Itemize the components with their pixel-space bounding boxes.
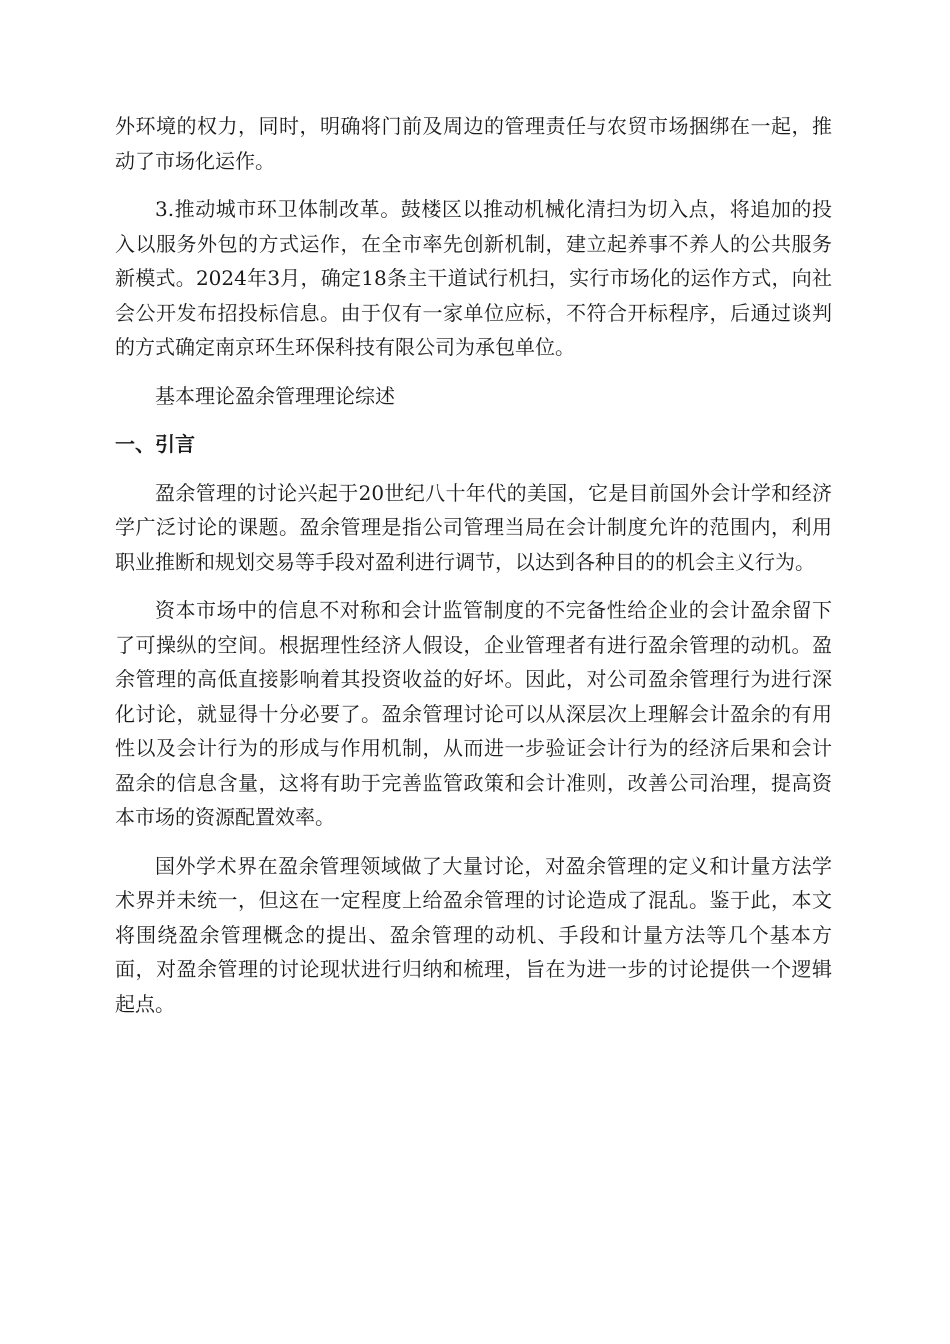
paragraph-continuation: 外环境的权力，同时，明确将门前及周边的管理责任与农贸市场捆绑在一起，推动了市场化运作。 [115,114,832,173]
paragraph-foreign-research: 国外学术界在盈余管理领域做了大量讨论，对盈余管理的定义和计量方法学术界并未统一，但这在一定程度上给盈余管理的讨论造成了混乱。鉴于此，本文将围绕盈余管理概念的提出、盈余管理的动机、手段和计量方法等几个基本方面，对盈余管理的讨论现状进行归纳和梳理，旨在为进一步的讨论提供一个逻辑起点。 [115,853,832,1016]
section-heading-introduction: 一、引言 [115,432,195,456]
paragraph-capital-market-information: 资本市场中的信息不对称和会计监管制度的不完备性给企业的会计盈余留下了可操纵的空间。根据理性经济人假设，企业管理者有进行盈余管理的动机。盈余管理的高低直接影响着其投资收益的好坏。因此，对公司盈余管理行为进行深化讨论，就显得十分必要了。盈余管理讨论可以从深层次上理解会计盈余的有用性以及会计行为的形成与作用机制，从而进一步验证会计行为的经济后果和会计盈余的信息含量，这将有助于完善监管政策和会计准则，改善公司治理，提高资本市场的资源配置效率。 [115,598,832,829]
paragraph-earnings-management-definition: 盈余管理的讨论兴起于20世纪八十年代的美国，它是目前国外会计学和经济学广泛讨论的课题。盈余管理是指公司管理当局在会计制度允许的范围内，利用职业推断和规划交易等手段对盈利进行调节，以达到各种目的的机会主义行为。 [115,480,832,574]
paragraph-sanitation-reform: 3.推动城市环卫体制改革。鼓楼区以推动机械化清扫为切入点，将追加的投入以服务外包的方式运作，在全市率先创新机制，建立起养事不养人的公共服务新模式。2024年3月，确定18条主干道试行机扫，实行市场化的运作方式，向社会公开发布招投标信息。由于仅有一家单位应标，不符合开标程序，后通过谈判的方式确定南京环生环保科技有限公司为承包单位。 [115,197,832,359]
paragraph-theory-title: 基本理论盈余管理理论综述 [155,383,395,408]
